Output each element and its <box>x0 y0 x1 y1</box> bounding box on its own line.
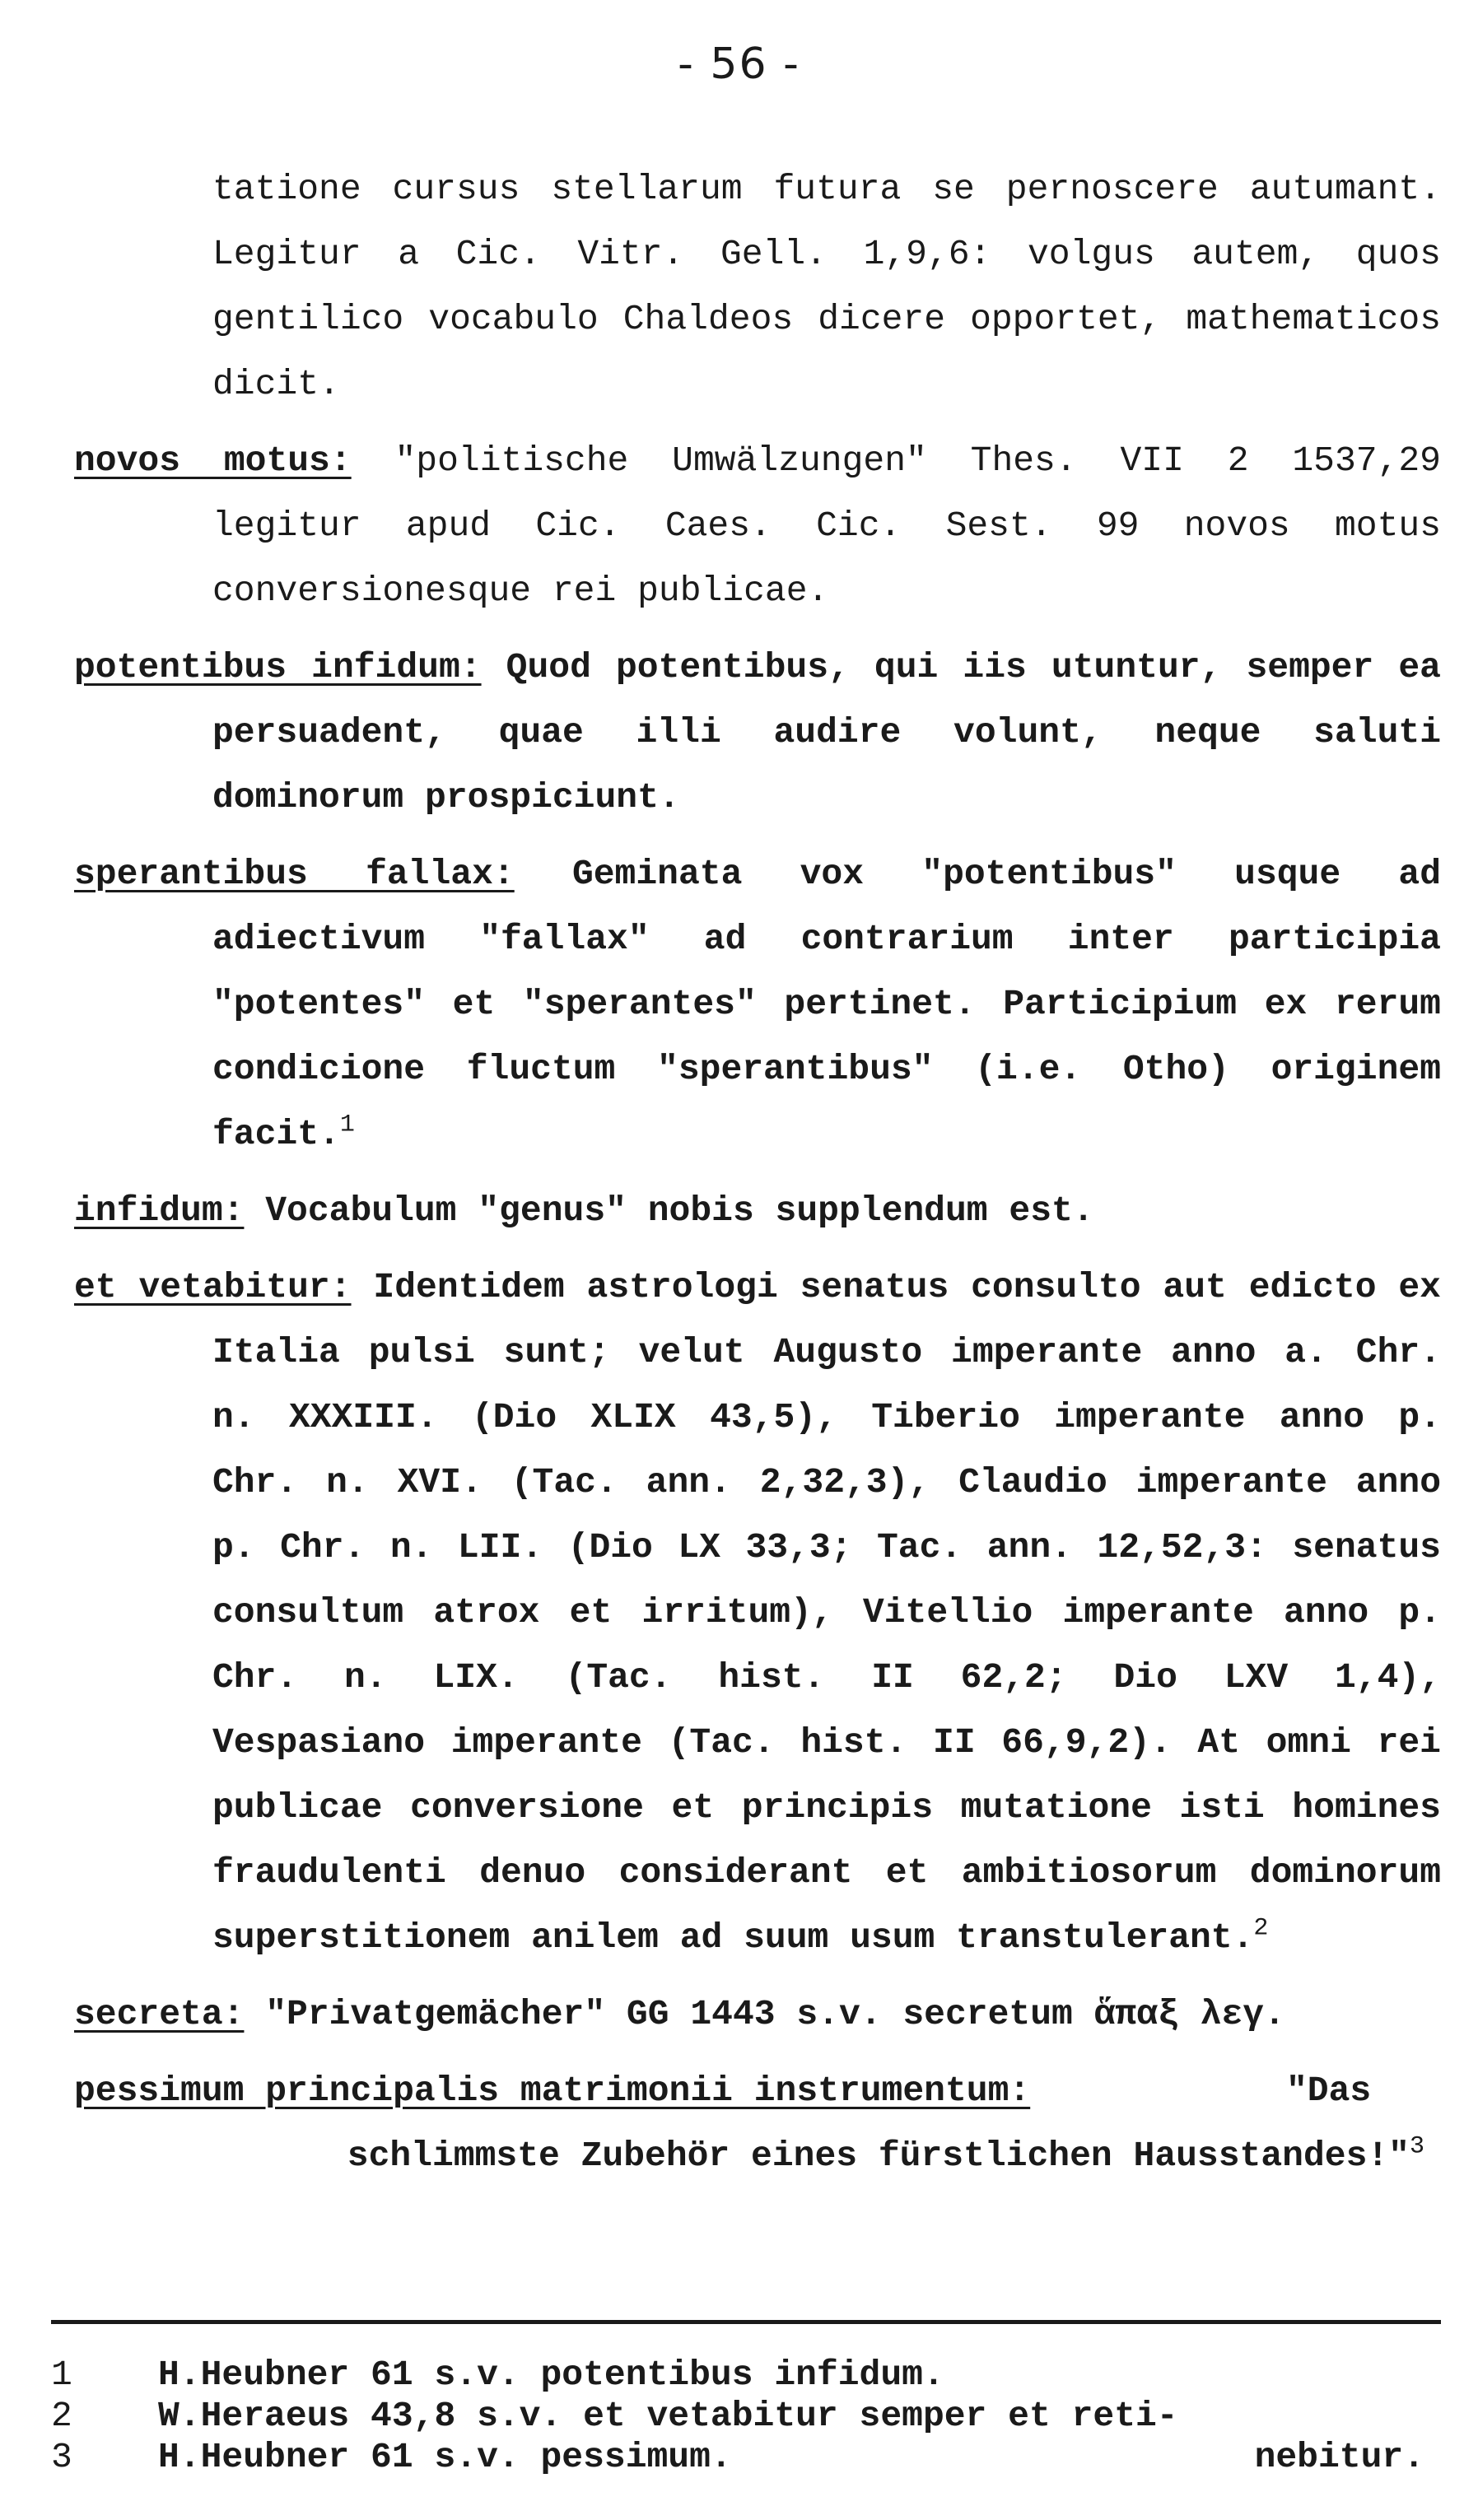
footnotes <box>51 2355 1441 2478</box>
footnote-marker: 1 <box>339 1111 355 1139</box>
continuation-text: tatione cursus stellarum futura se pernoscere autumant. Legitur a Cic. Vitr. Gell. 1,9,6: volgus autem, quos gentilico vocabulo Chaldeos dicere opportet, mathematicos dicit. <box>212 169 1441 404</box>
document-body <box>74 156 1441 2200</box>
lemma: novos motus: <box>74 440 352 481</box>
entry-pessimum-continuation <box>74 2123 1441 2188</box>
entry-text: "Privatgemächer" GG 1443 s.v. secretum ἅπαξ λεγ. <box>265 1994 1285 2034</box>
entry-et-vetabitur <box>74 1255 1441 1970</box>
entry-novos-motus <box>74 428 1441 623</box>
entry-sperantibus-fallax <box>74 841 1441 1167</box>
entry-infidum <box>74 1178 1441 1243</box>
footnote-number: 3 <box>51 2437 72 2477</box>
footnote-marker: 3 <box>1409 2132 1424 2161</box>
entry-text: "Das <box>1286 2070 1372 2111</box>
lemma: et vetabitur: <box>74 1267 352 1307</box>
lemma: pessimum principalis matrimonii instrumentum: <box>74 2070 1031 2111</box>
footnote <box>51 2355 1441 2396</box>
footnote-marker: 2 <box>1253 1914 1269 1943</box>
footnote-divider <box>51 2320 1441 2324</box>
footnote <box>51 2437 1441 2478</box>
lemma: infidum: <box>74 1190 245 1231</box>
continuation-paragraph <box>74 156 1441 417</box>
footnote-text: H.Heubner 61 s.v. pessimum. <box>158 2437 732 2477</box>
footnote-number: 2 <box>51 2396 72 2436</box>
entry-text: Geminata vox "potentibus" usque ad adiectivum "fallax" ad contrarium inter participia "potentes" et "sperantes" pertinet. Participium ex rerum condicione fluctum "sperantibus" (i.e. Otho) originem facit. <box>212 854 1442 1154</box>
entry-text: Identidem astrologi senatus consulto aut edicto ex Italia pulsi sunt; velut Augusto imperante anno a. Chr. n. XXXIII. (Dio XLIX 43,5), Tiberio imperante anno p. Chr. n. XVI. (Tac. ann. 2,32,3), Claudio imperante anno p. Chr. n. LII. (Dio LX 33,3; Tac. ann. 12,52,3: senatus consultum atrox et irritum), Vitellio imperante anno p. Chr. n. LIX. (Tac. hist. II 62,2; Dio LXV 1,4), Vespasiano imperante (Tac. hist. II 66,9,2). At omni rei publicae conversione et principis mutatione isti homines fraudulenti denuo considerant et ambitiosorum dominorum superstitionem anilem ad suum usum transtulerant. <box>212 1267 1441 1958</box>
footnote-text-wrap: nebitur. <box>1254 2437 1424 2477</box>
entry-secreta <box>74 1982 1441 2047</box>
entry-potentibus-infidum <box>74 635 1441 830</box>
footnote <box>51 2396 1441 2437</box>
lemma: potentibus infidum: <box>74 647 482 687</box>
entry-text: "politische Umwälzungen" Thes. VII 2 1537,29 legitur apud Cic. Caes. Cic. Sest. 99 novos motus conversionesque rei publicae. <box>212 440 1441 611</box>
lemma: secreta: <box>74 1994 245 2034</box>
entry-text: Quod potentibus, qui iis utuntur, semper ea persuadent, quae illi audire volunt, neque saluti dominorum prospiciunt. <box>212 647 1441 817</box>
footnote-text: W.Heraeus 43,8 s.v. et vetabitur semper et reti- <box>158 2396 1178 2436</box>
lemma: sperantibus fallax: <box>74 854 515 894</box>
page-number: - 56 - <box>678 40 800 89</box>
entry-text: Vocabulum "genus" nobis supplendum est. <box>265 1190 1094 1231</box>
footnote-text: H.Heubner 61 s.v. potentibus infidum. <box>158 2355 944 2395</box>
entry-text-continuation: schlimmste Zubehör eines fürstlichen Hausstandes!" <box>347 2136 1410 2176</box>
footnote-number: 1 <box>51 2355 72 2395</box>
entry-pessimum <box>74 2058 1441 2123</box>
